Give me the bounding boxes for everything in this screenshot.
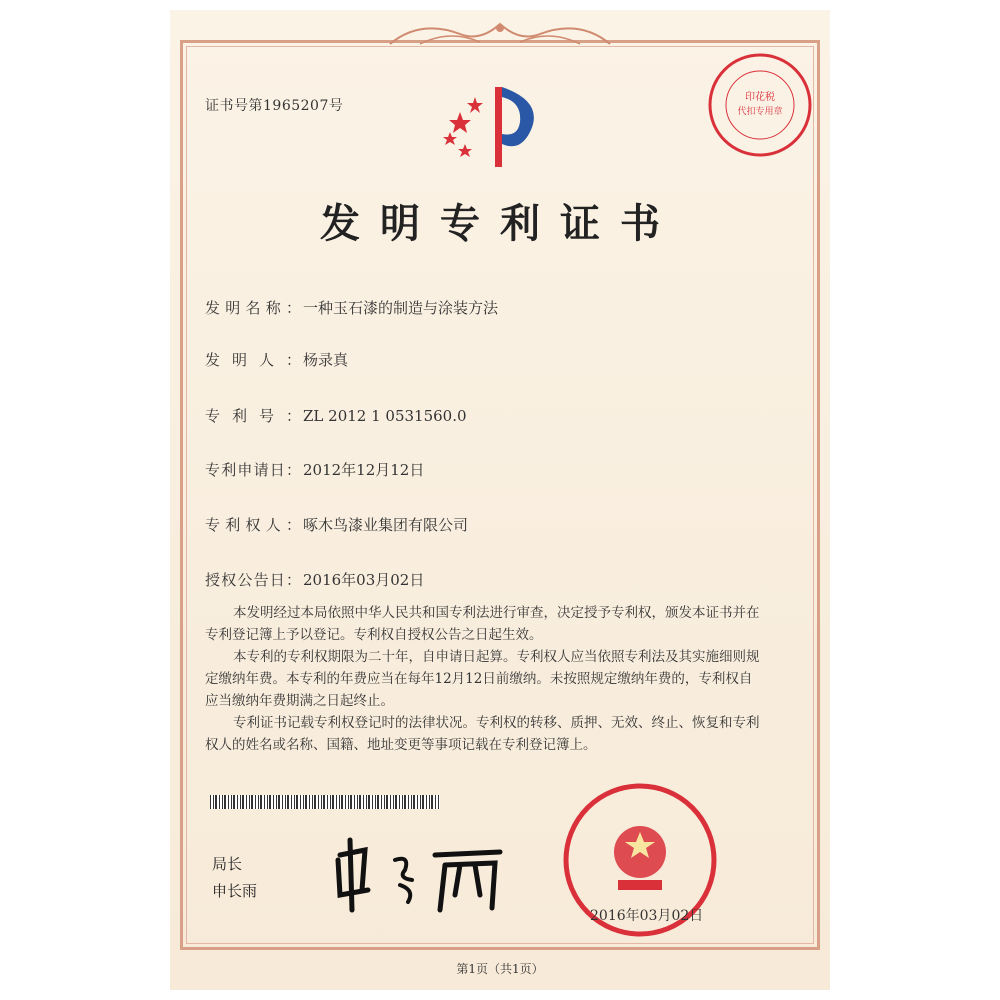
field-value: 杨录真	[303, 351, 349, 369]
certificate-number: 证书号第1965207号	[205, 98, 344, 114]
field-patent-number	[205, 405, 467, 426]
field-value: ZL 2012 1 0531560.0	[303, 407, 467, 425]
field-label: 专利申请日：	[205, 461, 301, 479]
field-label: 发明人：	[205, 351, 301, 369]
top-ornament-icon	[380, 14, 620, 54]
certificate-body	[205, 602, 765, 756]
tax-stamp-icon	[705, 50, 815, 160]
field-patentee	[205, 514, 468, 535]
body-paragraph: 本发明经过本局依照中华人民共和国专利法进行审查，决定授予专利权，颁发本证书并在专利登记簿上予以登记。专利权自授权公告之日起生效。	[205, 605, 760, 643]
field-invention-name	[205, 297, 498, 318]
field-value: 一种玉石漆的制造与涂装方法	[303, 299, 499, 317]
page-footer: 第1页（共1页）	[456, 962, 544, 976]
field-label: 专利号：	[205, 407, 301, 425]
patent-office-logo-icon	[440, 82, 550, 177]
field-value: 啄木鸟漆业集团有限公司	[303, 516, 469, 534]
field-value: 2016年03月02日	[303, 571, 425, 589]
field-grant-date	[205, 569, 424, 590]
body-paragraph: 本专利的专利权期限为二十年，自申请日起算。专利权人应当依照专利法及其实施细则规定缴纳年费。本专利的年费应当在每年12月12日前缴纳。未按照规定缴纳年费的，专利权自应当缴纳年费期满之日起终止。	[205, 649, 760, 709]
svg-text:代扣专用章: 代扣专用章	[737, 107, 783, 117]
director-name: 申长雨	[212, 882, 258, 900]
svg-text:印花税: 印花税	[745, 92, 775, 103]
certificate-title: 发明专利证书	[320, 200, 680, 247]
director-title: 局长	[212, 855, 243, 873]
field-label: 发明名称：	[205, 299, 301, 317]
barcode	[210, 795, 440, 809]
field-label: 专利权人：	[205, 516, 301, 534]
field-label: 授权公告日：	[205, 571, 301, 589]
field-inventor	[205, 349, 348, 370]
body-paragraph: 专利证书记载专利权登记时的法律状况。专利权的转移、质押、无效、终止、恢复和专利权人的姓名或名称、国籍、地址变更等事项记载在专利登记簿上。	[205, 715, 760, 753]
seal-date: 2016年03月02日	[590, 908, 704, 924]
director-signature-icon	[320, 830, 520, 920]
field-application-date	[205, 459, 424, 480]
field-value: 2012年12月12日	[303, 461, 425, 479]
